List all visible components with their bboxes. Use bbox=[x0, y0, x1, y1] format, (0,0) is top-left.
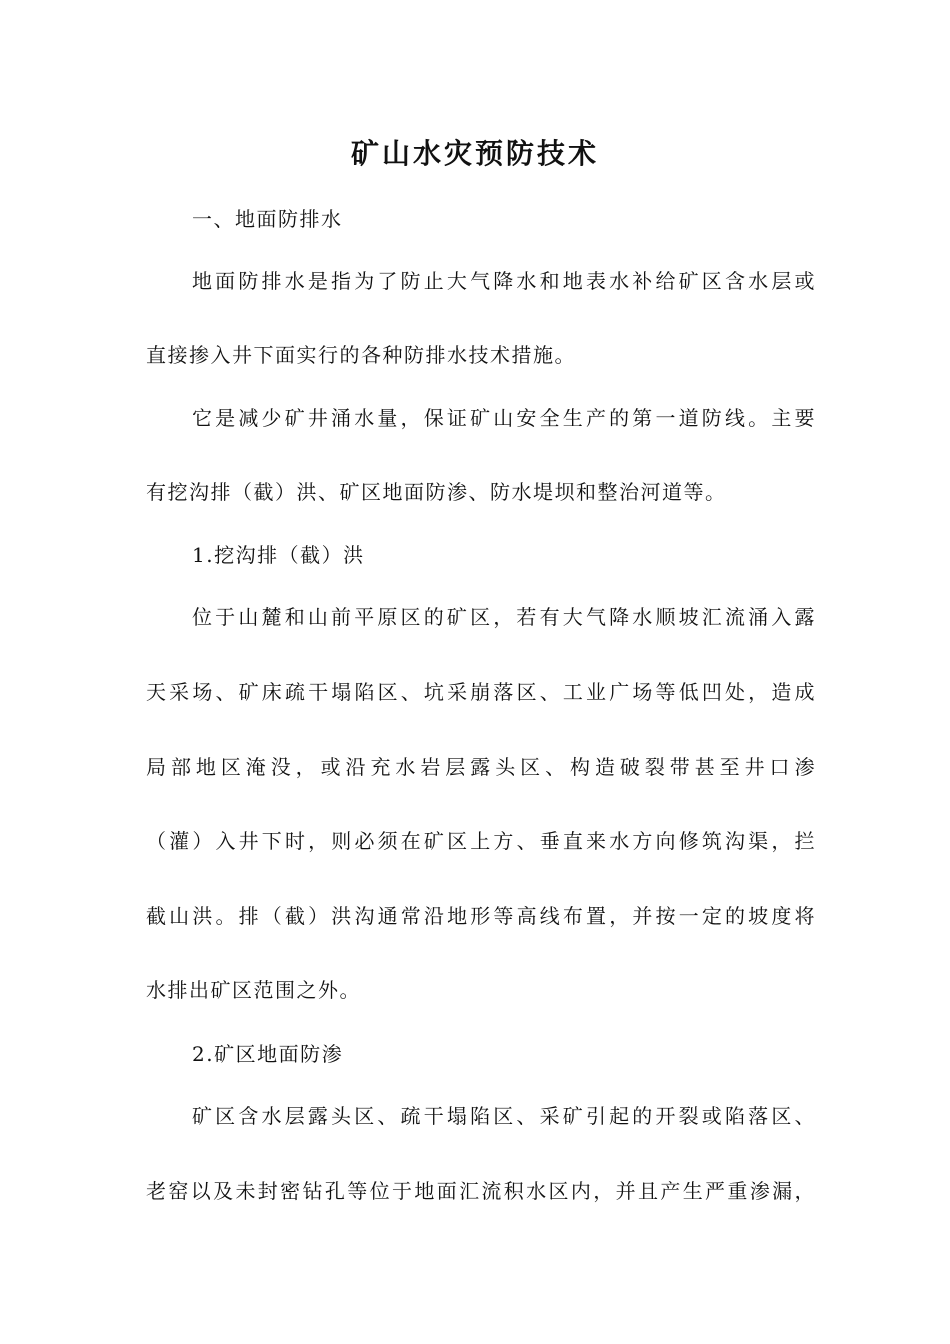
paragraph-line: 地面防排水是指为了防止大气降水和地表水补给矿区含水层或 bbox=[192, 269, 816, 293]
section-heading: 一、地面防排水 bbox=[192, 207, 343, 231]
paragraph-line: （灌）入井下时，则必须在矿区上方、垂直来水方向修筑沟渠，拦 bbox=[146, 829, 816, 853]
paragraph-line: 位于山麓和山前平原区的矿区，若有大气降水顺坡汇流涌入露 bbox=[192, 605, 816, 629]
paragraph-line: 它是减少矿井涌水量，保证矿山安全生产的第一道防线。主要 bbox=[192, 406, 816, 430]
subsection-heading: 1.挖沟排（截）洪 bbox=[192, 543, 365, 567]
paragraph-line: 直接掺入井下面实行的各种防排水技术措施。 bbox=[146, 343, 576, 367]
paragraph-line: 水排出矿区范围之外。 bbox=[146, 978, 361, 1002]
subsection-heading: 2.矿区地面防渗 bbox=[192, 1042, 344, 1066]
document-title: 矿山水灾预防技术 bbox=[350, 137, 599, 170]
paragraph-line: 矿区含水层露头区、疏干塌陷区、采矿引起的开裂或陷落区、 bbox=[192, 1104, 816, 1128]
paragraph-line: 老窑以及未封密钻孔等位于地面汇流积水区内，并且产生严重渗漏， bbox=[146, 1179, 816, 1203]
paragraph-line: 天采场、矿床疏干塌陷区、坑采崩落区、工业广场等低凹处，造成 bbox=[146, 680, 816, 704]
paragraph-line: 有挖沟排（截）洪、矿区地面防渗、防水堤坝和整治河道等。 bbox=[146, 480, 727, 504]
paragraph-line: 截山洪。排（截）洪沟通常沿地形等高线布置，并按一定的坡度将 bbox=[146, 904, 816, 928]
paragraph-line: 局部地区淹没，或沿充水岩层露头区、构造破裂带甚至井口渗 bbox=[146, 755, 816, 779]
